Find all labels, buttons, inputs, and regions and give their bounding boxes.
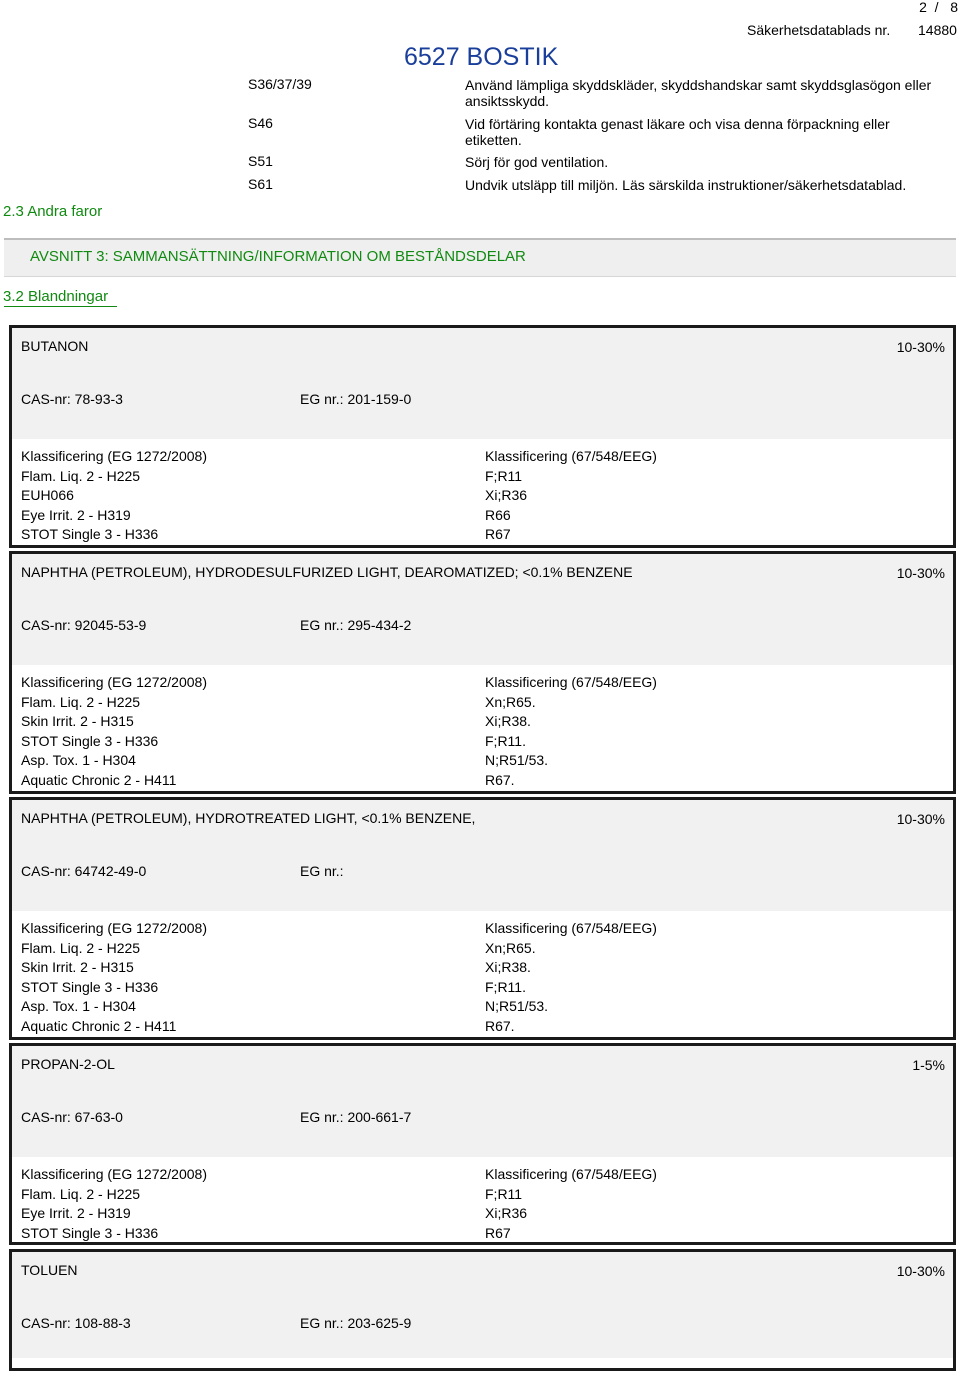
component-header [12, 1046, 953, 1159]
clp-item: Flam. Liq. 2 - H225 [21, 467, 141, 484]
dsd-item: N;R51/53. [485, 752, 549, 768]
sdb-label: Säkerhetsdatablads nr. [747, 22, 891, 38]
component-name: PROPAN-2-OL [21, 1056, 115, 1072]
dsd-column [485, 1165, 657, 1243]
component-name: TOLUEN [21, 1262, 78, 1278]
clp-item: Flam. Liq. 2 - H225 [21, 939, 141, 956]
component-classification [12, 441, 953, 545]
section-2-3-heading: 2.3 Andra faror [3, 203, 103, 220]
dsd-item: R67. [485, 1017, 515, 1034]
component-classification [12, 667, 953, 791]
component-percent: 10-30% [896, 1263, 945, 1279]
clp-item: STOT Single 3 - H336 [21, 1224, 159, 1241]
clp-column [21, 447, 207, 545]
clp-item: Asp. Tox. 1 - H304 [21, 998, 136, 1014]
component-header [12, 554, 953, 667]
component-eg: EG nr.: 200-661-7 [300, 1109, 412, 1125]
dsd-item: R67. [485, 771, 515, 788]
clp-item: STOT Single 3 - H336 [21, 978, 159, 995]
component-header [12, 800, 953, 913]
component-card [9, 797, 956, 1040]
clp-item: Asp. Tox. 1 - H304 [21, 752, 136, 768]
clp-column [21, 673, 207, 790]
component-classification [12, 913, 953, 1037]
clp-header: Klassificering (EG 1272/2008) [21, 448, 207, 464]
dsd-item: Xn;R65. [485, 693, 536, 710]
clp-header: Klassificering (EG 1272/2008) [21, 920, 207, 936]
component-cas: CAS-nr: 108-88-3 [21, 1315, 131, 1331]
component-card [9, 1249, 956, 1371]
component-percent: 10-30% [896, 339, 945, 355]
page-separator: / [934, 0, 939, 15]
clp-item: Skin Irrit. 2 - H315 [21, 713, 134, 729]
clp-item: Skin Irrit. 2 - H315 [21, 959, 134, 975]
dsd-header: Klassificering (67/548/EEG) [485, 1166, 657, 1182]
phrase-text: Använd lämpliga skyddskläder, skyddshandskar samt skyddsglasögon eller ansiktsskydd. [465, 77, 932, 109]
component-cas: CAS-nr: 92045-53-9 [21, 617, 147, 633]
dsd-column [485, 673, 657, 790]
component-eg: EG nr.: 201-159-0 [300, 391, 412, 407]
clp-item: Eye Irrit. 2 - H319 [21, 1205, 131, 1221]
component-card [9, 1043, 956, 1245]
phrase-text: Sörj för god ventilation. [465, 154, 609, 170]
clp-item: Flam. Liq. 2 - H225 [21, 1185, 141, 1202]
sdb-number: 14880 [918, 22, 957, 38]
dsd-item: Xi;R36 [485, 1205, 528, 1221]
dsd-header: Klassificering (67/548/EEG) [485, 674, 657, 690]
clp-item: STOT Single 3 - H336 [21, 732, 159, 749]
dsd-item: R66 [485, 506, 511, 523]
phrase-code: S61 [248, 176, 273, 192]
dsd-header: Klassificering (67/548/EEG) [485, 448, 657, 464]
dsd-item: Xi;R36 [485, 487, 528, 503]
section-3-band [4, 238, 956, 277]
component-name: BUTANON [21, 338, 89, 354]
component-eg: EG nr.: 295-434-2 [300, 617, 412, 633]
clp-header: Klassificering (EG 1272/2008) [21, 674, 207, 690]
dsd-item: N;R51/53. [485, 998, 549, 1014]
component-card [9, 325, 956, 548]
dsd-item: R67 [485, 1224, 511, 1241]
component-header [12, 328, 953, 441]
component-eg: EG nr.: [300, 863, 344, 879]
clp-item: STOT Single 3 - H336 [21, 526, 159, 542]
dsd-item: F;R11. [485, 978, 526, 995]
product-title: 6527 BOSTIK [404, 43, 559, 71]
clp-item: Flam. Liq. 2 - H225 [21, 693, 141, 710]
page-total: 8 [950, 0, 958, 15]
clp-item: EUH066 [21, 487, 74, 503]
dsd-item: F;R11 [485, 467, 523, 484]
clp-column [21, 919, 207, 1036]
dsd-item: Xi;R38. [485, 959, 531, 975]
component-percent: 10-30% [896, 811, 945, 827]
clp-item: Aquatic Chronic 2 - H411 [21, 771, 177, 788]
phrase-code: S36/37/39 [248, 76, 312, 92]
dsd-column [485, 919, 657, 1036]
clp-item: Eye Irrit. 2 - H319 [21, 506, 131, 523]
component-cas: CAS-nr: 67-63-0 [21, 1109, 123, 1125]
page-current: 2 [919, 0, 927, 15]
phrase-text: Vid förtäring kontakta genast läkare och visa denna förpackning eller etiketten. [465, 116, 890, 148]
section-3-2-heading: 3.2 Blandningar [3, 288, 109, 305]
section-3-title: AVSNITT 3: SAMMANSÄTTNING/INFORMATION OM BESTÅNDSDELAR [30, 248, 526, 265]
dsd-item: F;R11. [485, 732, 526, 749]
clp-header: Klassificering (EG 1272/2008) [21, 1166, 207, 1182]
page-number [919, 0, 958, 15]
component-name: NAPHTHA (PETROLEUM), HYDRODESULFURIZED LIGHT, DEAROMATIZED; <0.1% BENZENE [21, 564, 633, 580]
component-classification [12, 1159, 953, 1242]
component-percent: 1-5% [912, 1057, 945, 1073]
component-classification [12, 1360, 953, 1368]
dsd-item: Xn;R65. [485, 939, 536, 956]
dsd-item: F;R11 [485, 1185, 523, 1202]
component-percent: 10-30% [896, 565, 945, 581]
dsd-column [485, 447, 657, 545]
clp-item: Aquatic Chronic 2 - H411 [21, 1017, 177, 1034]
phrase-code: S46 [248, 115, 273, 131]
component-name: NAPHTHA (PETROLEUM), HYDROTREATED LIGHT, <0.1% BENZENE, [21, 810, 476, 826]
phrase-text: Undvik utsläpp till miljön. Läs särskilda instruktioner/säkerhetsdatablad. [465, 177, 907, 193]
phrase-code: S51 [248, 153, 273, 169]
component-card [9, 551, 956, 794]
component-header [12, 1252, 953, 1360]
dsd-header: Klassificering (67/548/EEG) [485, 920, 657, 936]
component-cas: CAS-nr: 64742-49-0 [21, 863, 147, 879]
component-cas: CAS-nr: 78-93-3 [21, 391, 123, 407]
dsd-item: Xi;R38. [485, 713, 531, 729]
dsd-item: R67 [485, 526, 511, 542]
component-eg: EG nr.: 203-625-9 [300, 1315, 412, 1331]
clp-column [21, 1165, 207, 1243]
section-3-2-underline [4, 306, 117, 307]
